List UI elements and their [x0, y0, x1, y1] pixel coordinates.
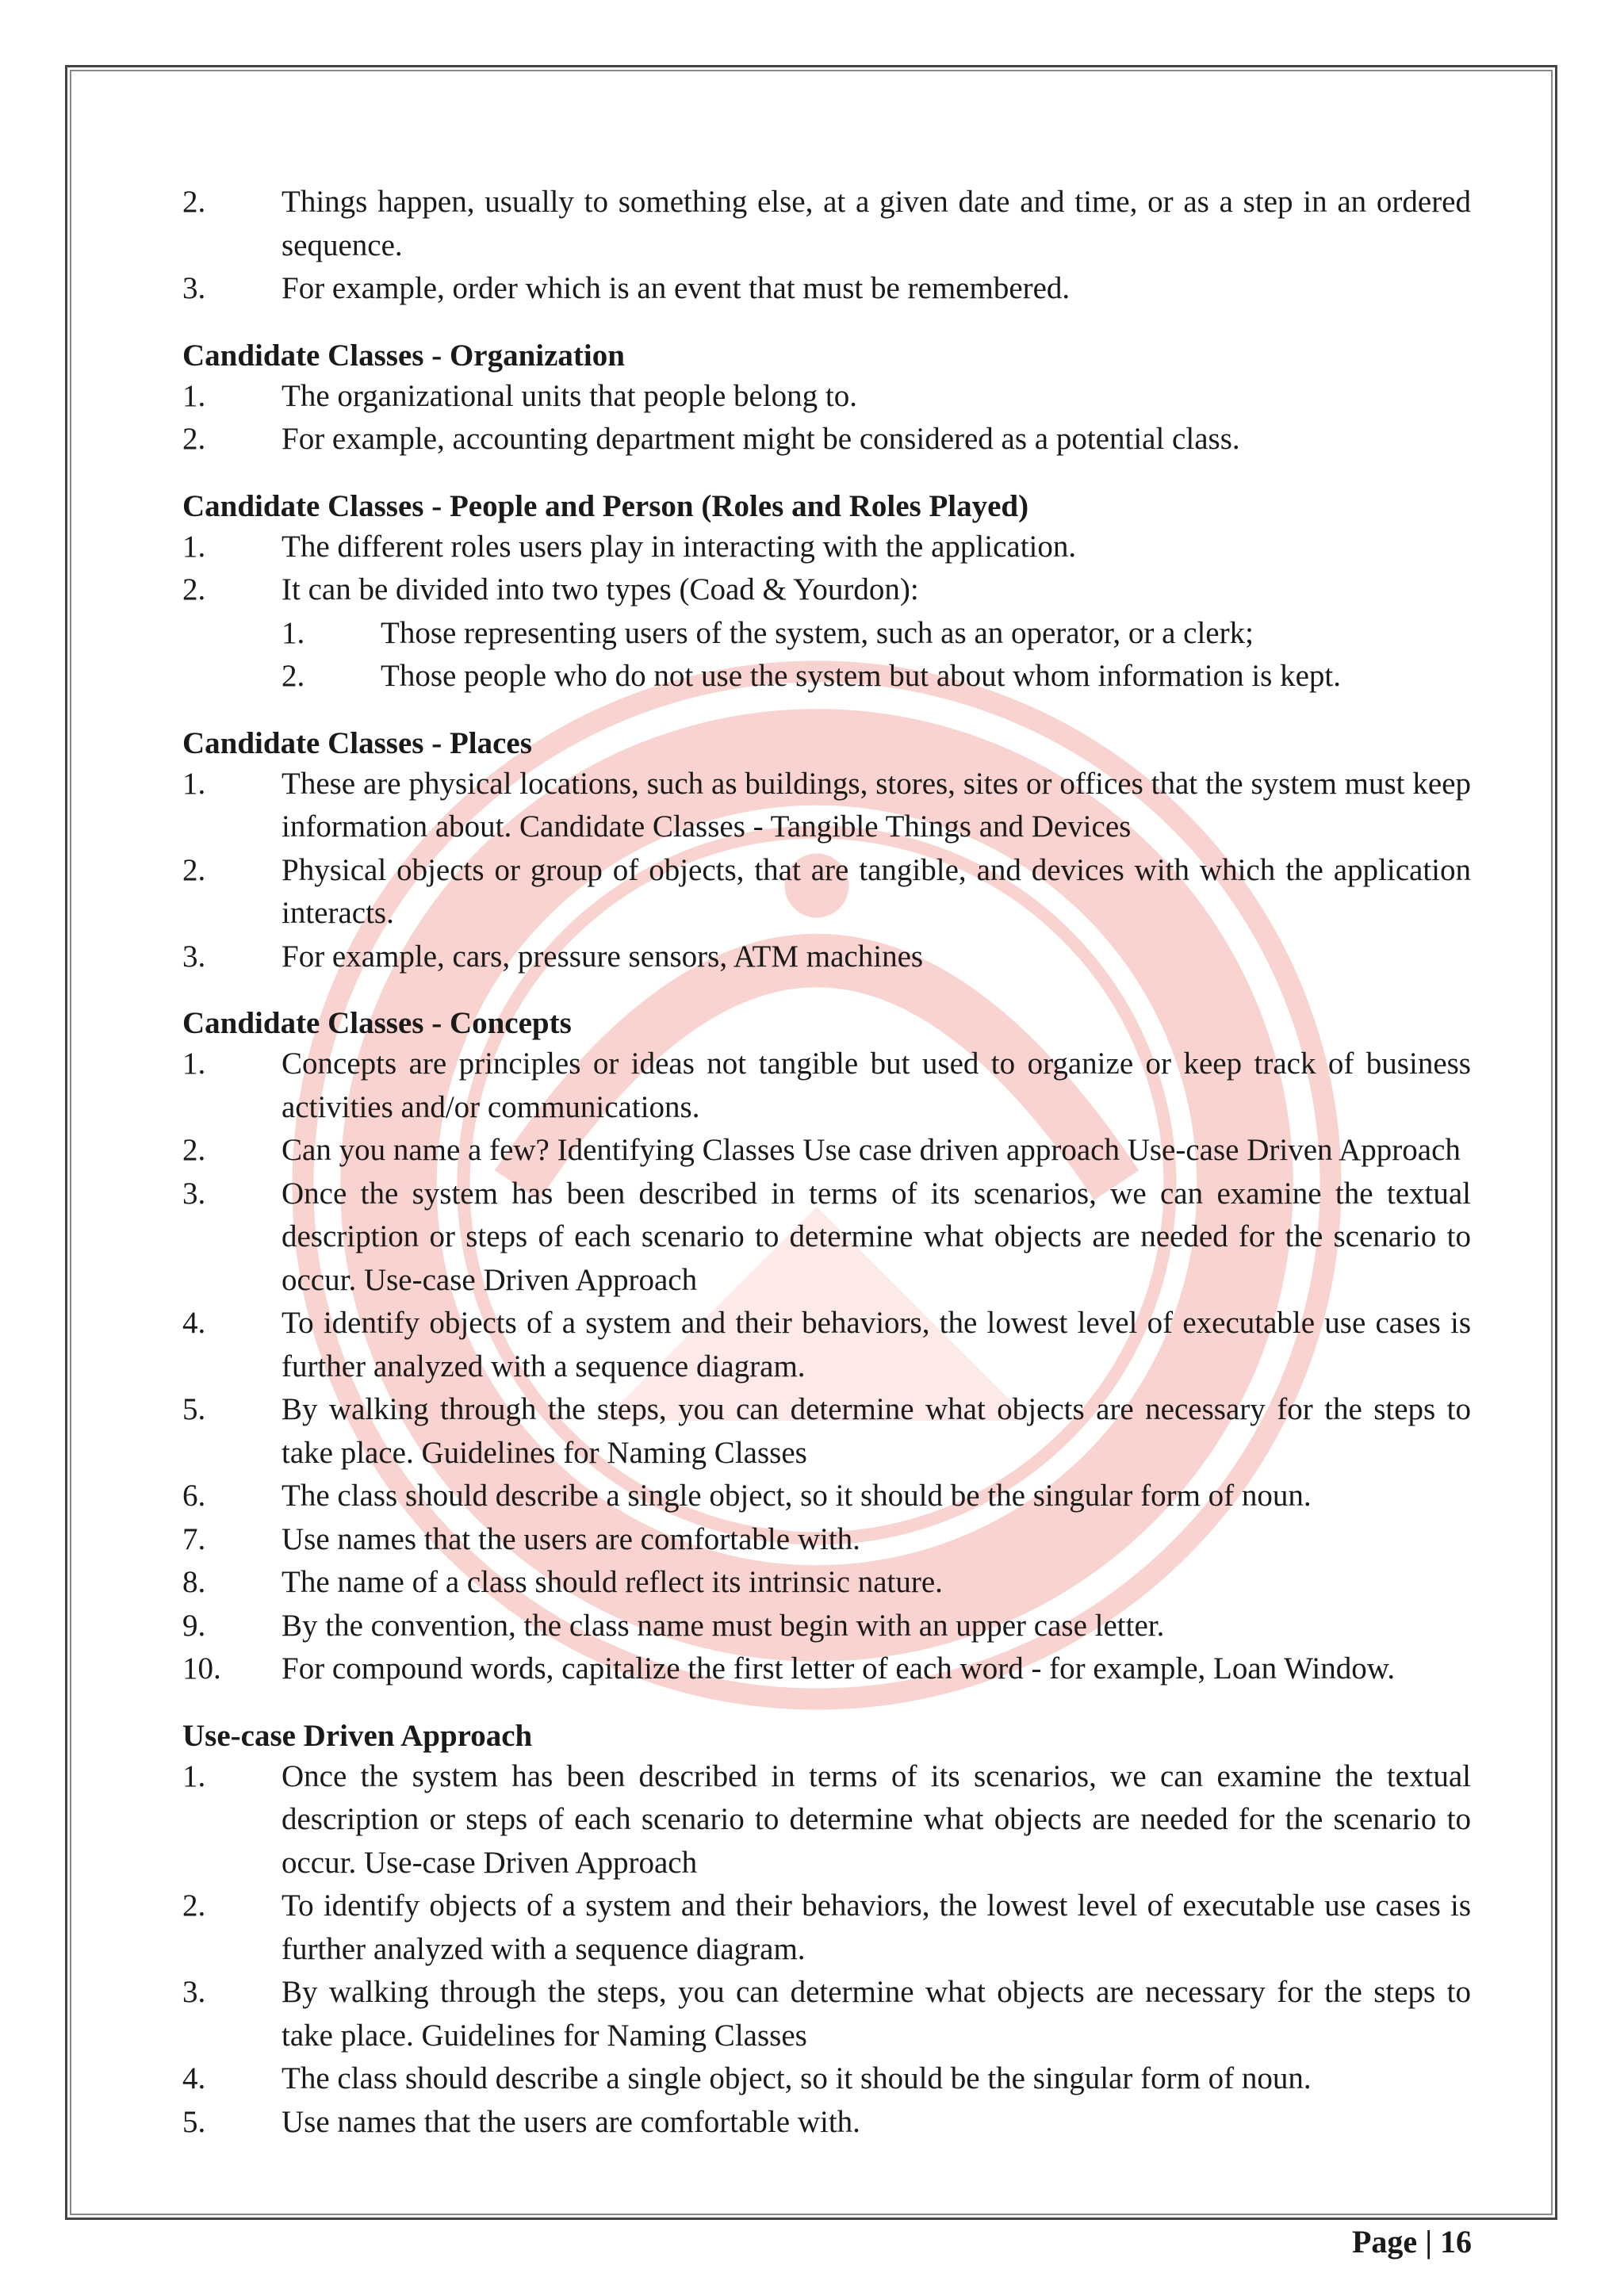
section-heading: Candidate Classes - Places — [182, 725, 532, 760]
list-text: For example, accounting department might be considered as a potential class. — [282, 422, 1240, 456]
list-text: Those people who do not use the system but about whom information is kept. — [381, 659, 1341, 693]
list-item — [182, 936, 1471, 979]
list-item — [182, 181, 1471, 267]
list-text: The class should describe a single object, so it should be the singular form of noun. — [282, 2061, 1312, 2095]
list-item — [182, 526, 1471, 569]
list-text: The class should describe a single object, so it should be the singular form of noun. — [282, 1479, 1312, 1513]
list-text: The name of a class should reflect its intrinsic nature. — [282, 1565, 943, 1599]
list-item — [182, 1388, 1471, 1475]
list-text: By walking through the steps, you can determine what objects are necessary for the steps to take place. Guidelines for Naming Classes — [282, 1392, 1471, 1470]
section-heading: Candidate Classes - People and Person (Roles and Roles Played) — [182, 488, 1029, 523]
document-body — [182, 181, 1471, 2144]
list-number: 10. — [182, 1651, 221, 1686]
list-text: The different roles users play in interacting with the application. — [282, 529, 1077, 564]
list-item — [182, 1561, 1471, 1605]
list-text: These are physical locations, such as buildings, stores, sites or offices that the system must keep information about. Candidate Classes - Tangible Things and Devices — [282, 766, 1471, 844]
list-number: 7. — [182, 1521, 206, 1556]
list-number: 2. — [282, 659, 305, 693]
sub-list-item — [282, 612, 1471, 656]
list-text: Use names that the users are comfortable with. — [282, 2104, 860, 2139]
section-heading: Use-case Driven Approach — [182, 1718, 533, 1753]
list-item — [182, 1647, 1471, 1691]
list-text: It can be divided into two types (Coad & Yourdon): — [282, 572, 919, 607]
list-text: For example, cars, pressure sensors, ATM machines — [282, 939, 924, 974]
list-item — [182, 2057, 1471, 2101]
list-number: 1. — [182, 378, 206, 413]
list-item — [182, 2101, 1471, 2145]
list-number: 2. — [182, 572, 206, 607]
list-item — [182, 1755, 1471, 1885]
list-item — [182, 849, 1471, 936]
list-item — [182, 375, 1471, 419]
list-number: 1. — [282, 615, 305, 650]
list-text: Can you name a few? Identifying Classes Use case driven approach Use-case Driven Approach — [282, 1133, 1461, 1167]
list-item — [182, 418, 1471, 461]
list-item — [182, 1885, 1471, 1971]
list-number: 9. — [182, 1608, 206, 1643]
section-heading: Candidate Classes - Organization — [182, 338, 625, 373]
list-number: 2. — [182, 1888, 206, 1923]
list-item — [182, 1173, 1471, 1303]
list-number: 4. — [182, 2061, 206, 2095]
list-text: For example, order which is an event that must be remembered. — [282, 271, 1071, 305]
list-item — [182, 267, 1471, 311]
list-number: 8. — [182, 1565, 206, 1599]
list-text: To identify objects of a system and their behaviors, the lowest level of executable use cases is further analyzed with a sequence diagram. — [282, 1888, 1471, 1966]
list-item — [182, 568, 1471, 612]
list-number: 4. — [182, 1306, 206, 1340]
list-text: The organizational units that people belong to. — [282, 378, 858, 413]
list-number: 2. — [182, 185, 206, 219]
list-text: Concepts are principles or ideas not tangible but used to organize or keep track of business activities and/or communications. — [282, 1047, 1471, 1124]
list-item — [182, 763, 1471, 849]
list-item — [182, 1605, 1471, 1648]
list-number: 2. — [182, 852, 206, 887]
list-number: 3. — [182, 939, 206, 974]
list-number: 3. — [182, 1975, 206, 2009]
list-number: 1. — [182, 1047, 206, 1081]
list-number: 3. — [182, 1176, 206, 1211]
list-number: 1. — [182, 529, 206, 564]
list-text: Physical objects or group of objects, that are tangible, and devices with which the application interacts. — [282, 852, 1471, 930]
list-text: Things happen, usually to something else, at a given date and time, or as a step in an ordered sequence. — [282, 185, 1471, 262]
list-number: 1. — [182, 1758, 206, 1793]
list-text: Once the system has been described in terms of its scenarios, we can examine the textual description or steps of each scenario to determine what objects are needed for the scenario to occur. Use-case Driven Approach — [282, 1758, 1471, 1880]
list-number: 3. — [182, 271, 206, 305]
sub-list-item — [282, 655, 1471, 698]
list-number: 2. — [182, 422, 206, 456]
list-text: By the convention, the class name must begin with an upper case letter. — [282, 1608, 1165, 1643]
list-number: 2. — [182, 1133, 206, 1167]
list-number: 6. — [182, 1479, 206, 1513]
list-item — [182, 1518, 1471, 1562]
list-number: 1. — [182, 766, 206, 801]
list-number: 5. — [182, 1392, 206, 1426]
list-text: Once the system has been described in terms of its scenarios, we can examine the textual description or steps of each scenario to determine what objects are needed for the scenario to occur. Use-case Driven Approach — [282, 1176, 1471, 1297]
list-item — [182, 1971, 1471, 2057]
list-item — [182, 1475, 1471, 1518]
list-number: 5. — [182, 2104, 206, 2139]
list-text: Those representing users of the system, such as an operator, or a clerk; — [381, 615, 1254, 650]
list-item — [182, 1302, 1471, 1388]
list-text: Use names that the users are comfortable with. — [282, 1521, 860, 1556]
list-item — [182, 1129, 1471, 1173]
list-text: To identify objects of a system and their behaviors, the lowest level of executable use cases is further analyzed with a sequence diagram. — [282, 1306, 1471, 1383]
section-heading: Candidate Classes - Concepts — [182, 1006, 572, 1040]
list-text: By walking through the steps, you can determine what objects are necessary for the steps to take place. Guidelines for Naming Classes — [282, 1975, 1471, 2053]
list-text: For compound words, capitalize the first letter of each word - for example, Loan Window. — [282, 1651, 1396, 1686]
page-number: Page | 16 — [1352, 2224, 1472, 2260]
list-item — [182, 1043, 1471, 1129]
